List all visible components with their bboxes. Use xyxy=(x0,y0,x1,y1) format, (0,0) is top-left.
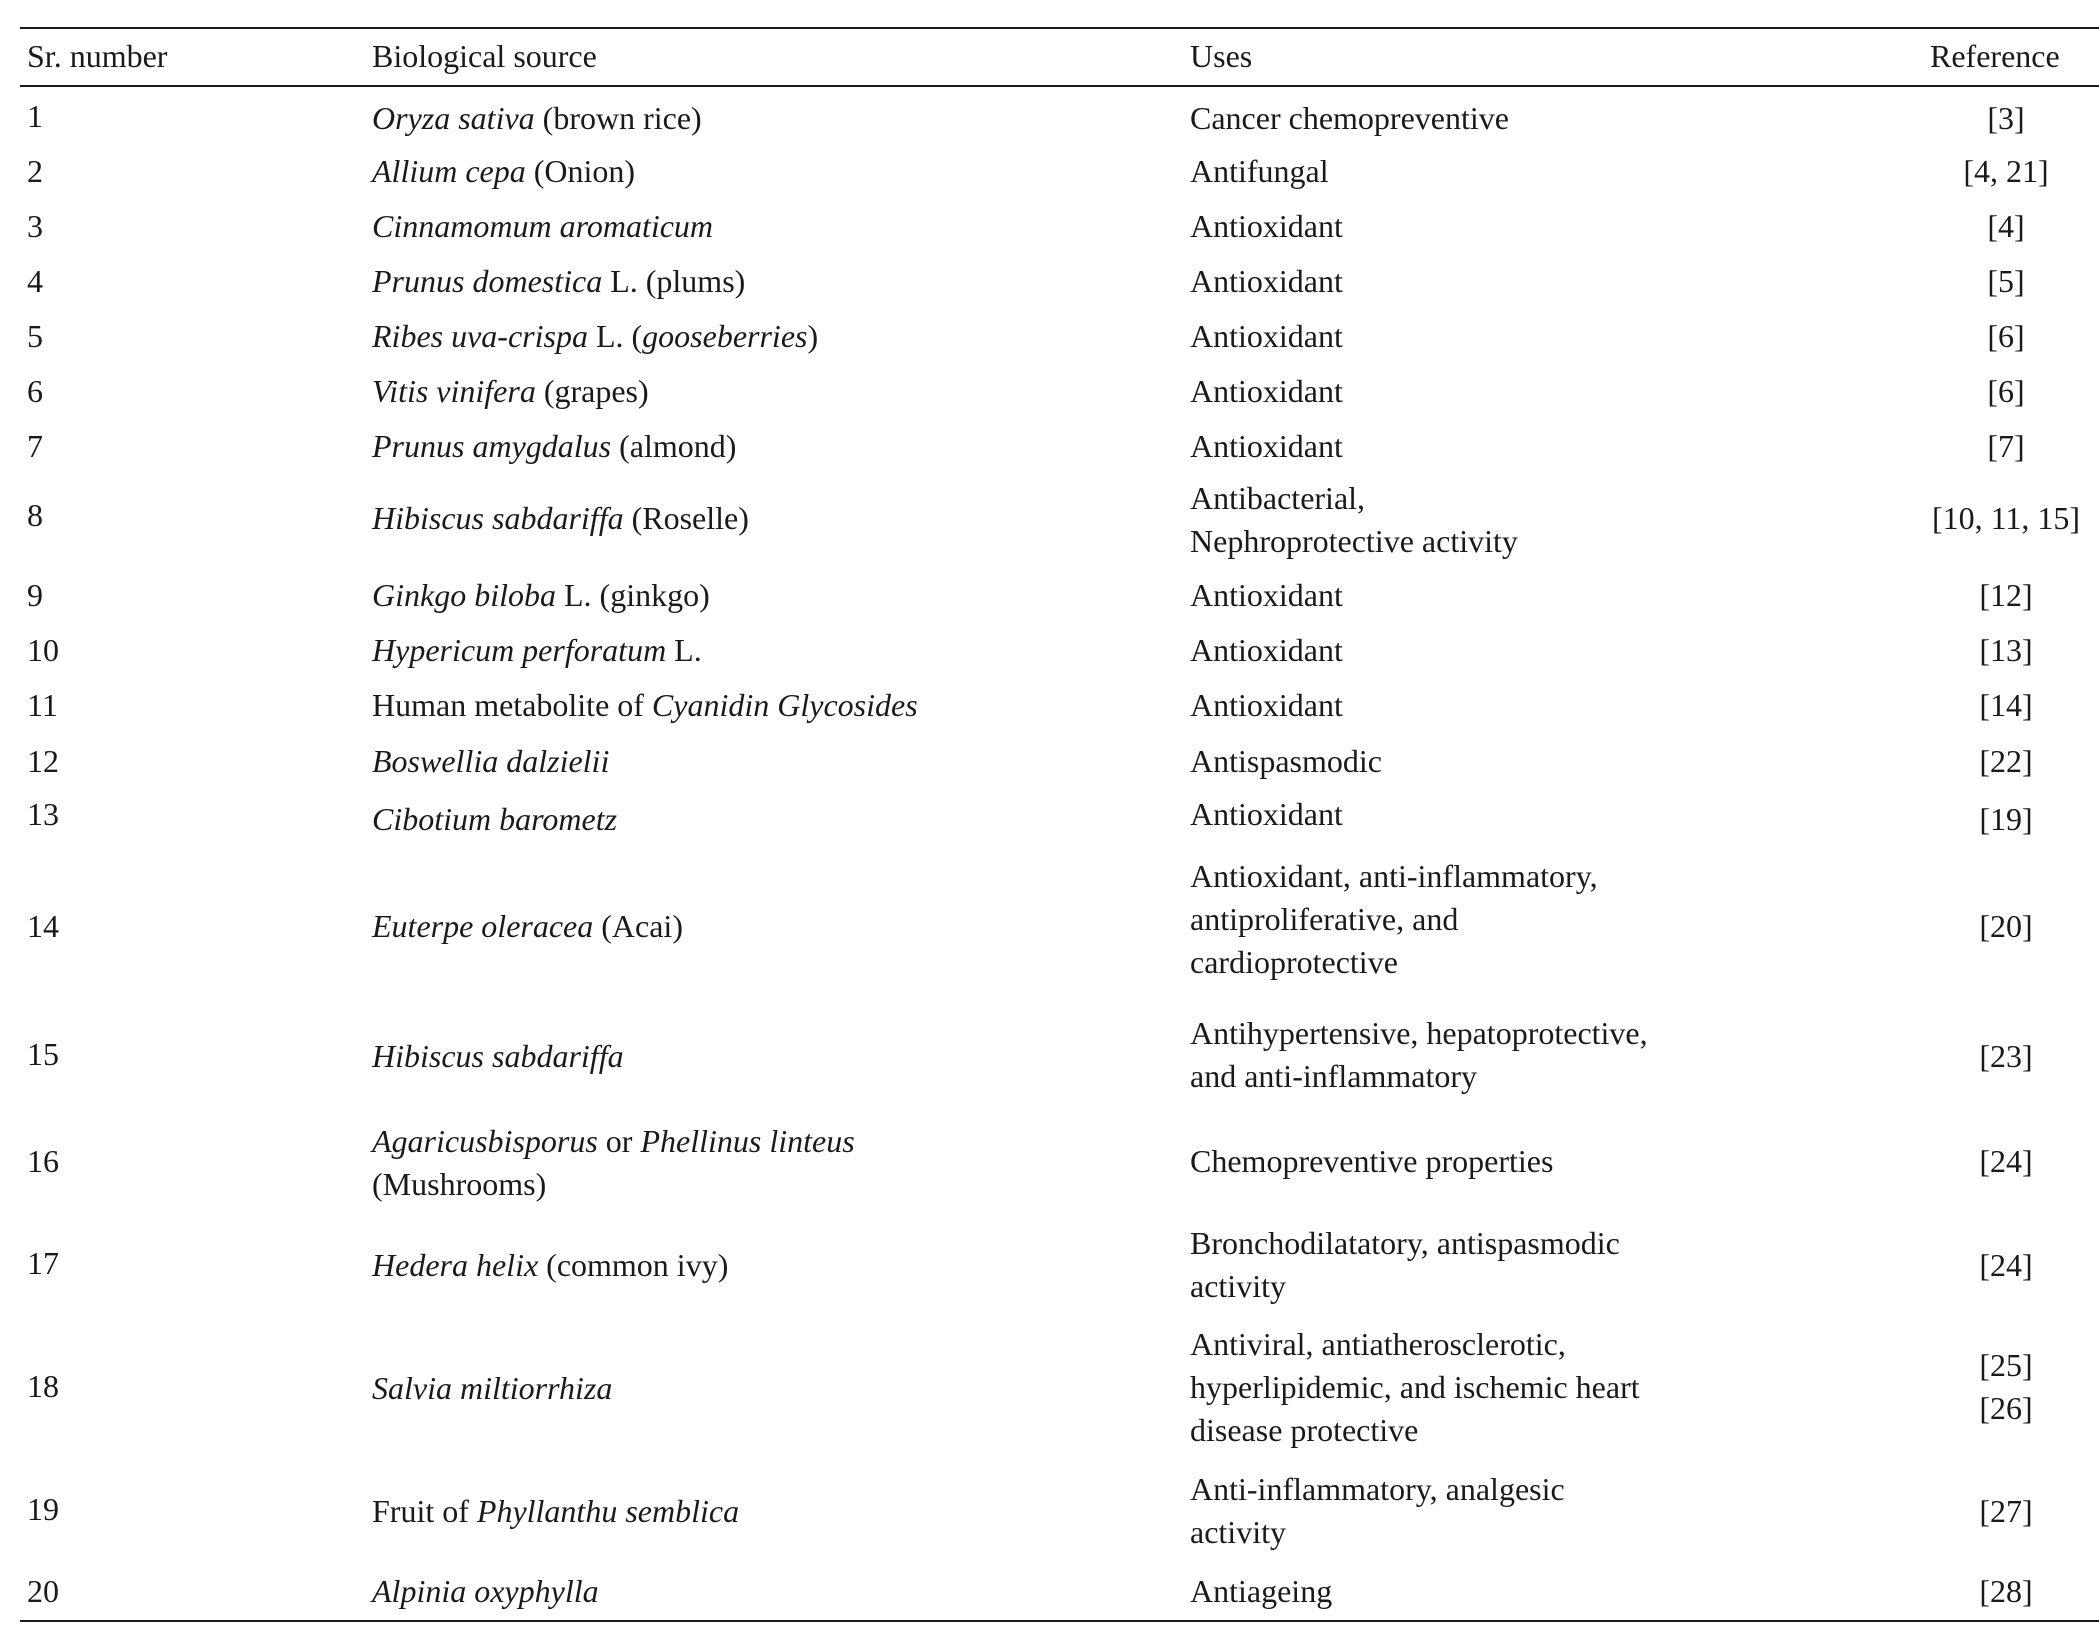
header-reference: Reference xyxy=(1930,38,2060,74)
reference xyxy=(1906,798,2099,841)
uses-line: Antibacterial, xyxy=(1190,480,1366,516)
species-name: Cibotium barometz xyxy=(372,801,618,837)
reference-line: [20] xyxy=(1979,908,2033,944)
reference-line: [25] xyxy=(1979,1347,2033,1383)
uses xyxy=(1190,205,1343,248)
reference-line: [24] xyxy=(1979,1143,2033,1179)
biological-source xyxy=(372,1244,728,1287)
biological-source xyxy=(372,1035,624,1078)
reference-line: [24] xyxy=(1979,1247,2033,1283)
row-number: 20 xyxy=(27,1573,59,1609)
row-number: 19 xyxy=(27,1491,59,1527)
uses-line: Antioxidant xyxy=(1190,632,1343,668)
species-name: Vitis vinifera xyxy=(372,373,536,409)
row-number: 17 xyxy=(27,1245,59,1281)
reference xyxy=(1906,1570,2099,1613)
reference-line: [7] xyxy=(1987,428,2025,464)
species-name: Phyllanthu semblica xyxy=(476,1493,740,1529)
source-text: (common ivy) xyxy=(538,1247,729,1283)
species-name: Hypericum perforatum xyxy=(372,632,667,668)
species-name: Phellinus linteus xyxy=(640,1123,855,1159)
row-number: 3 xyxy=(27,208,43,244)
uses xyxy=(1190,425,1343,468)
uses xyxy=(1190,260,1343,303)
uses-line: activity xyxy=(1190,1514,1286,1550)
uses xyxy=(1190,574,1343,617)
source-text: (Onion) xyxy=(525,153,636,189)
header-sr-number: Sr. number xyxy=(27,38,168,74)
uses xyxy=(1190,684,1343,727)
uses xyxy=(1190,370,1343,413)
source-text: (Acai) xyxy=(593,908,683,944)
species-name: Hibiscus sabdariffa xyxy=(372,500,624,536)
row-number: 6 xyxy=(27,373,43,409)
source-line xyxy=(372,1120,855,1163)
reference xyxy=(1906,740,2099,783)
biological-source xyxy=(372,370,649,413)
uses-line: Cancer chemopreventive xyxy=(1190,100,1509,136)
reference xyxy=(1906,260,2099,303)
reference-line: [22] xyxy=(1979,743,2033,779)
species-name: Ribes uva-crispa xyxy=(372,318,588,354)
biological-source xyxy=(372,150,635,193)
reference-line: [28] xyxy=(1979,1573,2033,1609)
reference-line: [10, 11, 15] xyxy=(1931,500,2081,536)
reference-line: [4, 21] xyxy=(1963,153,2049,189)
reference xyxy=(1906,1035,2099,1078)
reference-line: [13] xyxy=(1979,632,2033,668)
reference-line: [6] xyxy=(1987,373,2025,409)
uses-line: Antioxidant xyxy=(1190,263,1343,299)
uses-line: Anti-inflammatory, analgesic xyxy=(1190,1471,1565,1507)
uses-line: Nephroprotective activity xyxy=(1190,523,1518,559)
uses xyxy=(1190,1570,1332,1613)
biological-source xyxy=(372,574,710,617)
uses xyxy=(1190,1323,1640,1452)
table-top-rule xyxy=(20,27,2099,29)
uses xyxy=(1190,1012,1648,1098)
reference xyxy=(1906,370,2099,413)
row-number: 16 xyxy=(27,1143,59,1179)
row-number: 8 xyxy=(27,497,43,533)
species-name: Boswellia dalzielii xyxy=(372,743,610,779)
row-number: 1 xyxy=(27,98,43,134)
source-text: L. (ginkgo) xyxy=(555,577,710,613)
biological-source xyxy=(372,1367,612,1410)
source-text: L. xyxy=(666,632,702,668)
uses xyxy=(1190,1140,1553,1183)
species-name: Hedera helix xyxy=(372,1247,539,1283)
species-name: Euterpe oleracea xyxy=(372,908,594,944)
reference-line: [26] xyxy=(1979,1390,2033,1426)
source-text: Fruit of xyxy=(372,1493,477,1529)
uses xyxy=(1190,97,1509,140)
uses xyxy=(1190,1468,1565,1554)
row-number: 15 xyxy=(27,1036,59,1072)
species-name: Oryza sativa xyxy=(372,100,535,136)
species-name: Prunus domestica xyxy=(372,263,603,299)
biological-source xyxy=(372,1120,855,1206)
reference xyxy=(1906,1140,2099,1183)
reference-line: [6] xyxy=(1987,318,2025,354)
uses xyxy=(1190,740,1382,783)
uses-line: disease protective xyxy=(1190,1412,1419,1448)
species-name: Alpinia oxyphylla xyxy=(372,1573,599,1609)
uses-line: Antioxidant xyxy=(1190,318,1343,354)
uses-line: cardioprotective xyxy=(1190,944,1398,980)
reference xyxy=(1906,425,2099,468)
source-text: (grapes) xyxy=(535,373,649,409)
reference xyxy=(1906,205,2099,248)
uses xyxy=(1190,855,1598,984)
uses-line: Antispasmodic xyxy=(1190,743,1382,779)
biological-source xyxy=(372,905,683,948)
reference-line: [12] xyxy=(1979,577,2033,613)
biological-source xyxy=(372,205,713,248)
biological-source xyxy=(372,1490,739,1533)
species-name: gooseberries xyxy=(642,318,808,354)
uses-line: Bronchodilatatory, antispasmodic xyxy=(1190,1225,1620,1261)
uses-line: Antifungal xyxy=(1190,153,1329,189)
source-text: L. (plums) xyxy=(602,263,746,299)
source-text: (brown rice) xyxy=(534,100,702,136)
biological-source xyxy=(372,260,745,303)
uses-line: Antioxidant xyxy=(1190,687,1343,723)
reference-line: [27] xyxy=(1979,1493,2033,1529)
uses-line: Antioxidant xyxy=(1190,577,1343,613)
uses-line: and anti-inflammatory xyxy=(1190,1058,1478,1094)
reference-line: [3] xyxy=(1987,100,2025,136)
uses-line: Antiageing xyxy=(1190,1573,1333,1609)
reference xyxy=(1906,497,2099,540)
row-number: 7 xyxy=(27,428,43,464)
uses-line: Antioxidant, anti-inflammatory, xyxy=(1190,858,1598,894)
reference xyxy=(1906,315,2099,358)
uses xyxy=(1190,150,1329,193)
uses-line: Chemopreventive properties xyxy=(1190,1143,1554,1179)
source-text: (Roselle) xyxy=(623,500,749,536)
row-number: 5 xyxy=(27,318,43,354)
source-text: (almond) xyxy=(611,428,737,464)
reference-line: [19] xyxy=(1979,801,2033,837)
uses xyxy=(1190,1222,1620,1308)
reference xyxy=(1906,1490,2099,1533)
uses-line: antiproliferative, and xyxy=(1190,901,1459,937)
uses-line: Antiviral, antiatherosclerotic, xyxy=(1190,1326,1566,1362)
species-name: Agaricusbisporus xyxy=(372,1123,598,1159)
uses-line: hyperlipidemic, and ischemic heart xyxy=(1190,1369,1640,1405)
biological-source xyxy=(372,740,609,783)
row-number: 2 xyxy=(27,153,43,189)
source-text: ) xyxy=(807,318,819,354)
source-text: L. ( xyxy=(587,318,643,354)
reference xyxy=(1906,574,2099,617)
reference xyxy=(1906,1344,2099,1430)
reference-line: [5] xyxy=(1987,263,2025,299)
species-name: Cinnamomum aromaticum xyxy=(372,208,714,244)
row-number: 4 xyxy=(27,263,43,299)
uses-line: Antihypertensive, hepatoprotective, xyxy=(1190,1015,1648,1051)
reference-line: [14] xyxy=(1979,687,2033,723)
uses xyxy=(1190,477,1518,563)
reference xyxy=(1906,629,2099,672)
header-biological-source: Biological source xyxy=(372,38,597,74)
species-name: Prunus amygdalus xyxy=(372,428,612,464)
uses-line: Antioxidant xyxy=(1190,796,1343,832)
source-text: Human metabolite of xyxy=(372,687,652,723)
reference xyxy=(1906,1244,2099,1287)
biological-source xyxy=(372,315,818,358)
species-name: Cyanidin Glycosides xyxy=(651,687,918,723)
row-number: 13 xyxy=(27,796,59,832)
biological-source xyxy=(372,798,617,841)
uses-line: Antioxidant xyxy=(1190,208,1343,244)
biological-source xyxy=(372,497,749,540)
source-text: or xyxy=(597,1123,641,1159)
uses-line: Antioxidant xyxy=(1190,373,1343,409)
reference-line: [23] xyxy=(1979,1038,2033,1074)
biological-source xyxy=(372,1570,599,1613)
biological-source xyxy=(372,425,736,468)
reference xyxy=(1906,97,2099,140)
reference xyxy=(1906,905,2099,948)
row-number: 12 xyxy=(27,743,59,779)
species-name: Ginkgo biloba xyxy=(372,577,556,613)
table-header-rule xyxy=(20,85,2099,87)
species-name: Allium cepa xyxy=(372,153,526,189)
uses xyxy=(1190,629,1343,672)
source-text: (Mushrooms) xyxy=(372,1166,547,1202)
species-name: Salvia miltiorrhiza xyxy=(372,1370,613,1406)
reference-line: [4] xyxy=(1987,208,2025,244)
uses-line: Antioxidant xyxy=(1190,428,1343,464)
biological-source xyxy=(372,629,702,672)
header-uses: Uses xyxy=(1190,38,1253,74)
uses xyxy=(1190,793,1343,836)
row-number: 9 xyxy=(27,577,43,613)
reference xyxy=(1906,684,2099,727)
row-number: 11 xyxy=(27,687,58,723)
species-name: Hibiscus sabdariffa xyxy=(372,1038,624,1074)
uses-line: activity xyxy=(1190,1268,1286,1304)
biological-source xyxy=(372,684,918,727)
table-bottom-rule xyxy=(20,1620,2099,1622)
row-number: 10 xyxy=(27,632,59,668)
reference xyxy=(1906,150,2099,193)
row-number: 14 xyxy=(27,908,59,944)
uses xyxy=(1190,315,1343,358)
row-number: 18 xyxy=(27,1368,59,1404)
biological-source xyxy=(372,97,702,140)
source-line xyxy=(372,1163,855,1206)
